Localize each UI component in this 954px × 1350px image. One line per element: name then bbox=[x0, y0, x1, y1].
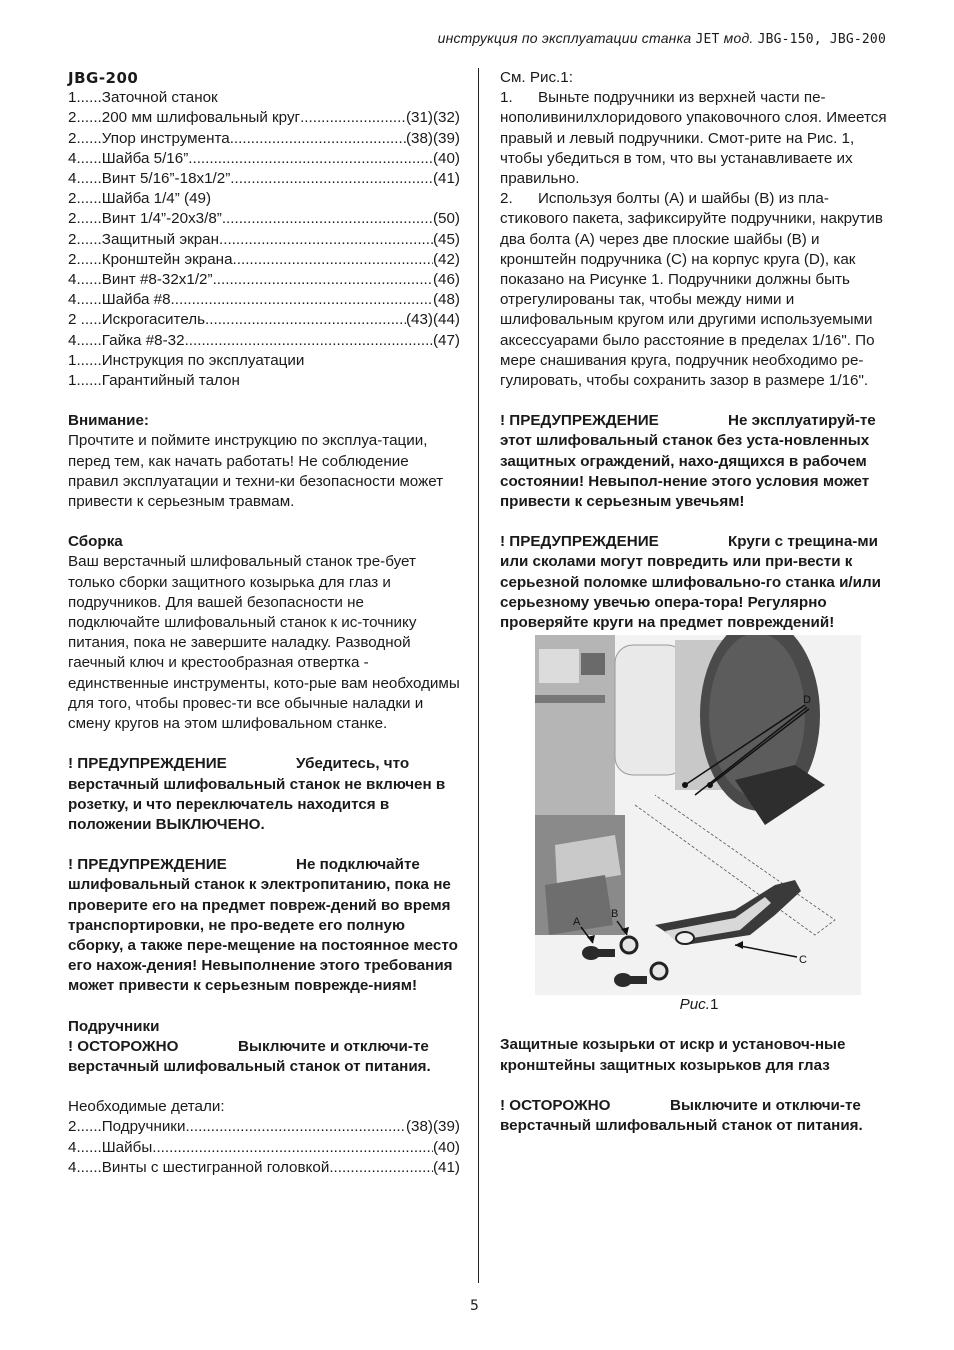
parts-line: 2...... Винт 1/4”-20x3/8” ..... (50) bbox=[68, 209, 460, 229]
attention-text: Прочтите и поймите инструкцию по эксплуа-тации, перед тем, как начать работать! Не соблюдение правил эксплуатации и техни-ки безопасности может привести к серьезным травмам. bbox=[68, 432, 444, 511]
parts-line: 2 ..... Искрогаситель ..... (43)(44) bbox=[68, 310, 460, 330]
header-mod: мод. bbox=[723, 30, 754, 46]
page-number: 5 bbox=[470, 1298, 479, 1314]
column-divider bbox=[478, 68, 479, 1283]
parts-line: 2...... Защитный экран ..... (45) bbox=[68, 230, 460, 250]
shields-title: Защитные козырьки от искр и установоч-ные кронштейны защитных козырьков для глаз bbox=[500, 1036, 846, 1074]
figure-caption: Рис.1 bbox=[679, 996, 719, 1014]
header-prefix: инструкция по эксплуатации станка bbox=[437, 30, 692, 46]
assembly-title: Сборка bbox=[68, 533, 123, 551]
see-figure: См. Рис.1: bbox=[500, 69, 573, 86]
parts-line: 2...... Кронштейн экрана ..... (42) bbox=[68, 250, 460, 270]
parts-line: 4...... Гайка #8-32 ..... (47) bbox=[68, 331, 460, 351]
rests-title: Подручники bbox=[68, 1017, 160, 1035]
header-models: JBG-150, JBG-200 bbox=[757, 32, 886, 47]
needed-title: Необходимые детали: bbox=[68, 1098, 225, 1116]
step-1: 1. Выньте подручники из верхней части пе-нополивинилхлоридового упаковочного слоя. Имеется правый и левый подручники. Смот-рите на Рис. 1, чтобы убедиться в том, что вы устанавливаете их правильно. bbox=[500, 89, 887, 188]
assembly-text: Ваш верстачный шлифовальный станок тре-бует только сборки защитного козырька для глаз и подручников. Для вашей безопасности не подключайте шлифовальный станок к ис-точнику питания, пока не завершите наладку. Разводной гаечный ключ и крестообразная отвертка - единственные инструменты, кото-рые вам необходимы для того, чтобы провес-ти все обычные наладки и смену кругов на этом шлифовальном станке. bbox=[68, 553, 460, 733]
warning-1: ! ПРЕДУПРЕЖДЕНИЕ Убедитесь, что верстачный шлифовальный станок не включен в розетку, и что переключатель находится в положении ВЫКЛЮЧЕНО. bbox=[68, 755, 446, 833]
step-2: 2. Используя болты (A) и шайбы (B) из пла-стикового пакета, зафиксируйте подручники, накрутив два болта (A) через две плоские шайбы (B) и кронштейн подручника (C) на корпус круга (D), как показано на Рисунке 1. Подручники должны быть отрегулированы так, чтобы между ними и шлифовальным кругом или другими используемыми аксессуарами было расстояние в пределах 1/16". По мере снашивания круга, подручник необходимо ре-гулировать, чтобы сохранить зазор в размере 1/16". bbox=[500, 190, 883, 390]
needed-line: 4...... Шайбы ..... (40) bbox=[68, 1138, 460, 1158]
label-d: D bbox=[803, 694, 811, 707]
parts-line: 4...... Винт 5/16”-18x1/2” ..... (41) bbox=[68, 169, 460, 189]
label-c: C bbox=[799, 954, 807, 967]
parts-line: 1...... Заточной станок bbox=[68, 89, 218, 107]
parts-line: 4...... Шайба #8 ..... (48) bbox=[68, 290, 460, 310]
parts-line: 2...... Шайба 1/4” (49) bbox=[68, 190, 212, 208]
parts-list bbox=[68, 88, 460, 391]
parts-line: 4...... Шайба 5/16” ..... (40) bbox=[68, 149, 460, 169]
caution-2: ! ОСТОРОЖНО Выключите и отключи-те верстачный шлифовальный станок от питания. bbox=[500, 1096, 863, 1135]
warning-3: ! ПРЕДУПРЕЖДЕНИЕ Не эксплуатируй-те этот шлифовальный станок без уста-новленных защитных ограждений, нахо-дящихся в рабочем состоянии! Невыпол-нение этого условия может привести к серьезным увечьям! bbox=[500, 412, 876, 511]
model-heading: JBG-200 bbox=[68, 69, 139, 87]
caution-1: ! ОСТОРОЖНО Выключите и отключи-те верстачный шлифовальный станок от питания. bbox=[68, 1037, 431, 1075]
needed-line: 2...... Подручники ..... (38)(39) bbox=[68, 1117, 460, 1137]
grinder-illustration bbox=[535, 635, 861, 995]
parts-line: 1...... Гарантийный талон bbox=[68, 372, 240, 390]
figure-grinder-rest bbox=[535, 635, 861, 995]
label-b: B bbox=[611, 908, 619, 921]
warning-4: ! ПРЕДУПРЕЖДЕНИЕ Круги с трещина-ми или сколами могут повредить или при-вести к серьезной поломке шлифовально-го станка и/или серьезному увечью опера-тора! Регулярно проверяйте круги на предмет повреждений! bbox=[500, 533, 881, 632]
right-column bbox=[500, 68, 890, 1136]
parts-line: 2...... Упор инструмента ..... (38)(39) bbox=[68, 129, 460, 149]
needed-line: 4...... Винты с шестигранной головкой ..... (41) bbox=[68, 1158, 460, 1178]
header-brand: JET bbox=[695, 32, 720, 47]
page-header bbox=[438, 30, 886, 47]
parts-line: 4...... Винт #8-32x1/2” ..... (46) bbox=[68, 270, 460, 290]
parts-line: 1...... Инструкция по эксплуатации bbox=[68, 351, 305, 369]
attention-title: Внимание: bbox=[68, 412, 149, 430]
left-column bbox=[68, 68, 460, 1178]
parts-line: 2...... 200 мм шлифовальный круг ..... (31)(32) bbox=[68, 108, 460, 128]
warning-2: ! ПРЕДУПРЕЖДЕНИЕ Не подключайте шлифовальный станок к электропитанию, пока не проверите его на предмет повреж-дений во время транспортировки, не про-ведете его полную сборку, а также пере-мещение на постоянное место его нахож-дения! Невыполнение этого требования может привести к серьезным поврежде-ниям! bbox=[68, 856, 458, 995]
label-a: A bbox=[573, 916, 581, 929]
